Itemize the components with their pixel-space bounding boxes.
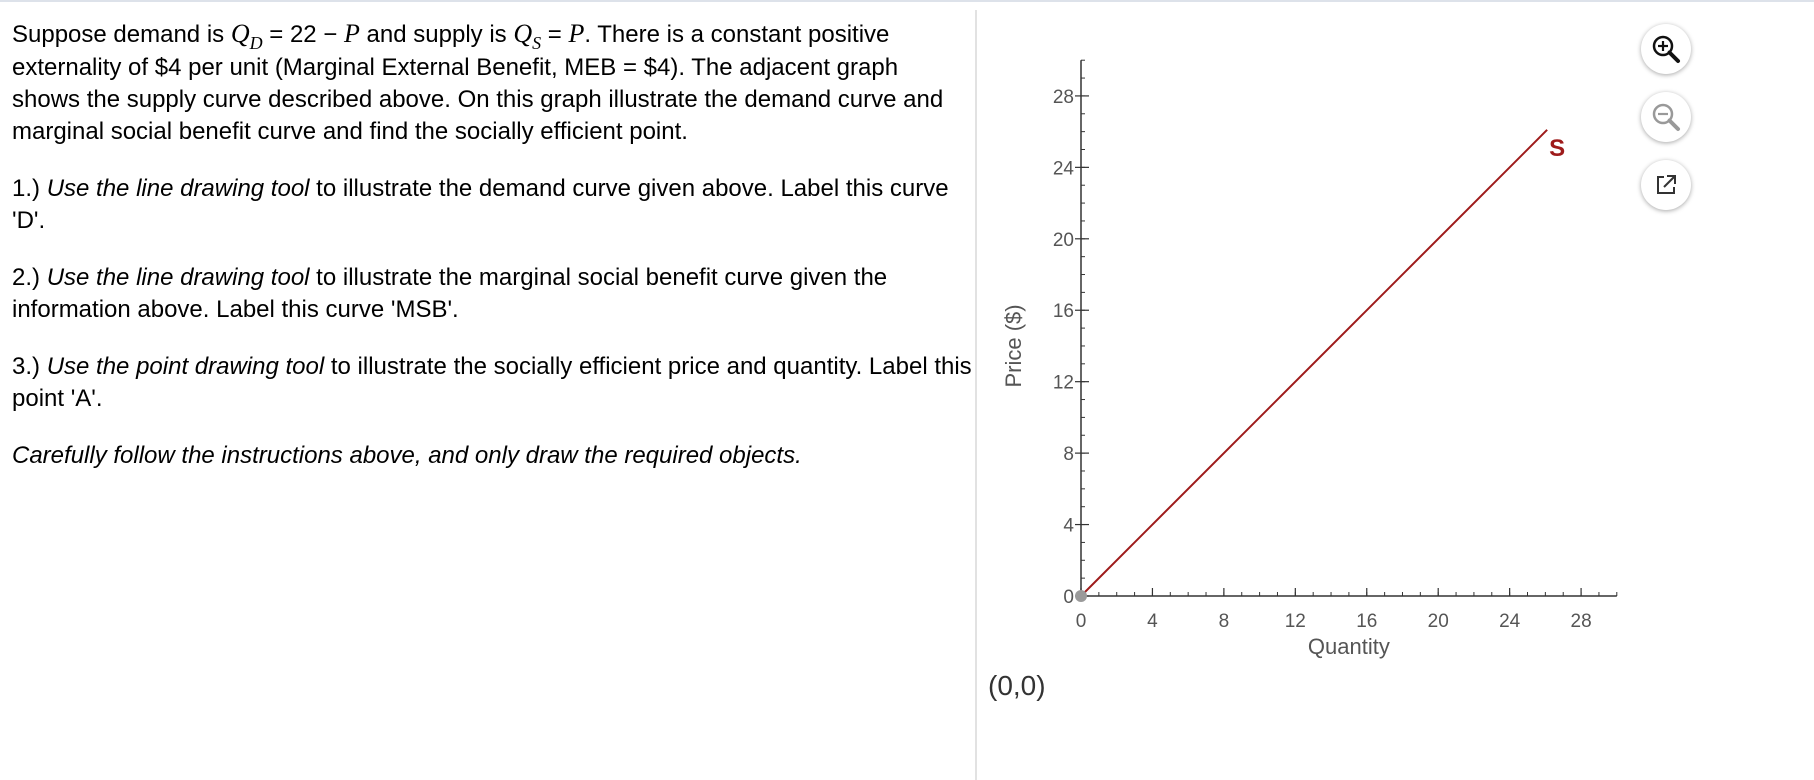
supply-graph[interactable] — [990, 40, 1630, 660]
x-axis-title: Quantity — [1307, 634, 1390, 659]
instruction-note: Carefully follow the instructions above, and only draw the required objects. — [12, 442, 802, 469]
zoom-out-icon — [1651, 102, 1681, 132]
x-tick-label: 20 — [1427, 611, 1449, 632]
x-tick-label: 28 — [1570, 611, 1592, 632]
cursor-coordinates: (0,0) — [988, 670, 1046, 701]
y-tick-label: 4 — [1063, 515, 1074, 537]
step-3: 3.) Use the point drawing tool to illustrate the socially efficient price and quantity. Label this point 'A'. — [12, 353, 972, 412]
x-tick-label: 4 — [1147, 611, 1158, 632]
external-link-icon — [1653, 172, 1679, 198]
zoom-in-button[interactable] — [1641, 24, 1691, 74]
y-tick-label: 24 — [1052, 158, 1074, 180]
y-tick-label: 0 — [1063, 587, 1074, 608]
y-tick-label: 16 — [1052, 301, 1074, 323]
step-1: 1.) Use the line drawing tool to illustrate the demand curve given above. Label this curve 'D'. — [12, 175, 949, 234]
top-border — [0, 0, 1814, 2]
supply-curve-line — [1081, 130, 1547, 596]
zoom-out-button[interactable] — [1641, 92, 1691, 142]
popout-button[interactable] — [1641, 160, 1691, 210]
question-intro: Suppose demand is $Q_D = 22 - P$ and supply is $Q_S = P$. There is a constant positive externality of $4 per unit (Marginal External Benefit, MEB = $4). The adjacent graph shows the supply curve described above. On this graph illustrate the demand curve and marginal social benefit curve and find the socially efficient point. — [12, 19, 944, 145]
question-panel — [12, 18, 972, 497]
y-tick-label: 28 — [1052, 86, 1074, 108]
supply-curve-label: S — [1549, 134, 1566, 162]
x-tick-label: 16 — [1356, 611, 1378, 632]
y-tick-label: 8 — [1063, 444, 1074, 466]
y-axis-title: Price ($) — [1001, 304, 1026, 388]
step-2: 2.) Use the line drawing tool to illustrate the marginal social benefit curve given the information above. Label this curve 'MSB'. — [12, 264, 888, 323]
x-tick-label: 8 — [1218, 611, 1230, 632]
y-tick-label: 20 — [1052, 229, 1074, 251]
panel-divider — [975, 10, 977, 780]
zoom-in-icon — [1651, 34, 1681, 64]
x-tick-label: 24 — [1499, 611, 1521, 632]
x-tick-label: 0 — [1075, 611, 1087, 632]
origin-point — [1075, 590, 1087, 602]
x-tick-label: 12 — [1284, 611, 1306, 632]
y-tick-label: 12 — [1052, 372, 1074, 394]
